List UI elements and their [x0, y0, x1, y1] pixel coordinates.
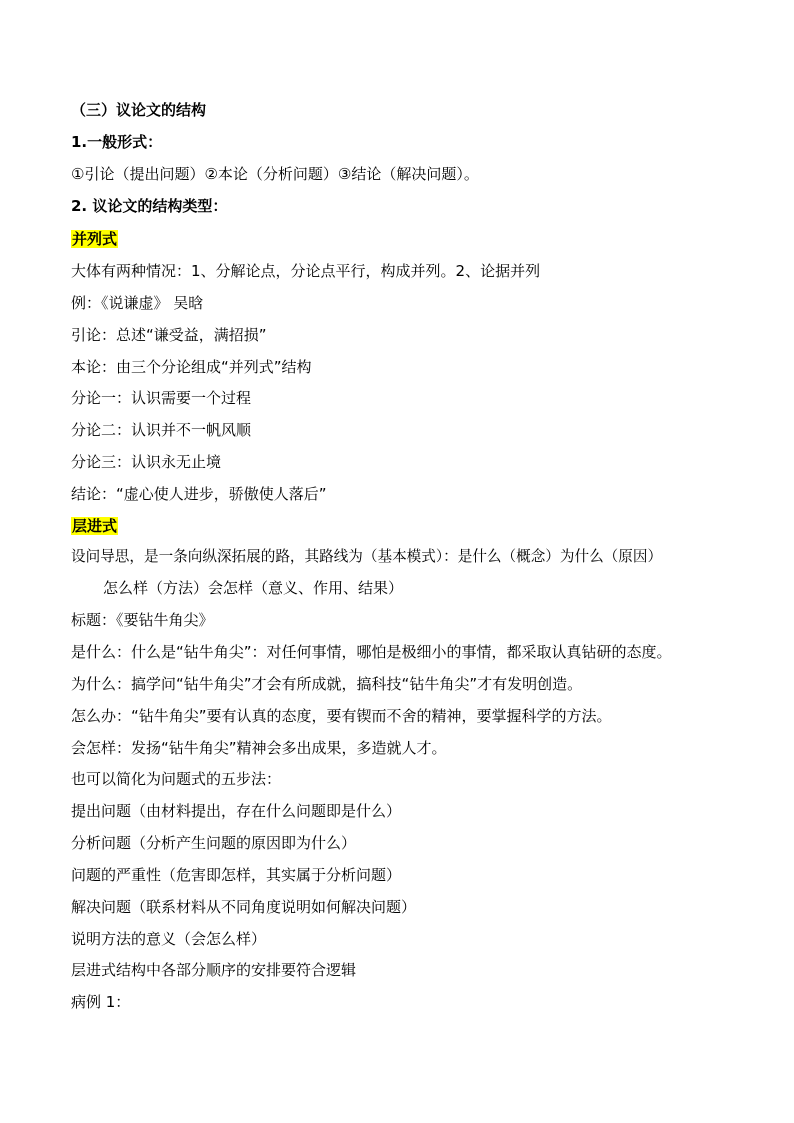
paragraph-line-indented: 怎么样（方法）会怎样（意义、作用、结果） — [103, 579, 404, 597]
paragraph-line: 是什么：什么是“钻牛角尖”：对任何事情，哪怕是极细小的事情，都采取认真钻研的态度。 — [71, 643, 672, 661]
highlight-text: 并列式 — [72, 230, 118, 248]
paragraph-line: 引论：总述“谦受益，满招损” — [71, 326, 267, 344]
paragraph-line: 解决问题（联系材料从不同角度说明如何解决问题） — [71, 898, 417, 916]
highlighted-label-parallel — [71, 228, 118, 250]
paragraph-line: 问题的严重性（危害即怎样，其实属于分析问题） — [71, 866, 402, 884]
paragraph-line: 怎么办：“钻牛角尖”要有认真的态度，要有锲而不舍的精神，要掌握科学的方法。 — [71, 707, 612, 725]
highlighted-label-progressive — [71, 515, 118, 537]
paragraph-line: 本论：由三个分论组成“并列式”结构 — [71, 358, 312, 376]
paragraph-line: 分析问题（分析产生问题的原因即为什么） — [71, 834, 357, 852]
paragraph-line: 为什么：搞学问“钻牛角尖”才会有所成就，搞科技“钻牛角尖”才有发明创造。 — [71, 675, 583, 693]
paragraph-line: 标题：《要钻牛角尖》 — [71, 611, 214, 629]
paragraph-line: ①引论（提出问题）②本论（分析问题）③结论（解决问题）。 — [71, 165, 479, 183]
paragraph-line: 会怎样：发扬“钻牛角尖”精神会多出成果，多造就人才。 — [71, 739, 447, 757]
paragraph-line: 也可以简化为问题式的五步法： — [71, 770, 282, 788]
paragraph-line: 分论三：认识永无止境 — [71, 453, 222, 471]
paragraph-line: 提出问题（由材料提出，存在什么问题即是什么） — [71, 802, 402, 820]
paragraph-line: 病例 1： — [71, 993, 131, 1011]
subheading-general-form: 1.一般形式： — [71, 133, 163, 151]
paragraph-line: 设问导思，是一条向纵深拓展的路，其路线为（基本模式）：是什么（概念）为什么（原因） — [71, 548, 663, 565]
highlight-text: 层进式 — [72, 517, 118, 535]
section-heading: （三）议论文的结构 — [71, 101, 207, 119]
subheading-structure-types: 2. 议论文的结构类型： — [71, 197, 228, 215]
paragraph-line: 分论一：认识需要一个过程 — [71, 389, 252, 407]
paragraph-line: 结论：“虚心使人进步，骄傲使人落后” — [71, 485, 327, 503]
paragraph-line: 说明方法的意义（会怎么样） — [71, 930, 267, 948]
paragraph-line: 层进式结构中各部分顺序的安排要符合逻辑 — [71, 961, 357, 979]
paragraph-line: 大体有两种情况：1、分解论点，分论点平行，构成并列。2、论据并列 — [71, 262, 541, 280]
paragraph-line: 例：《说谦虚》 吴晗 — [71, 294, 204, 312]
paragraph-line: 分论二：认识并不一帆风顺 — [71, 421, 252, 439]
